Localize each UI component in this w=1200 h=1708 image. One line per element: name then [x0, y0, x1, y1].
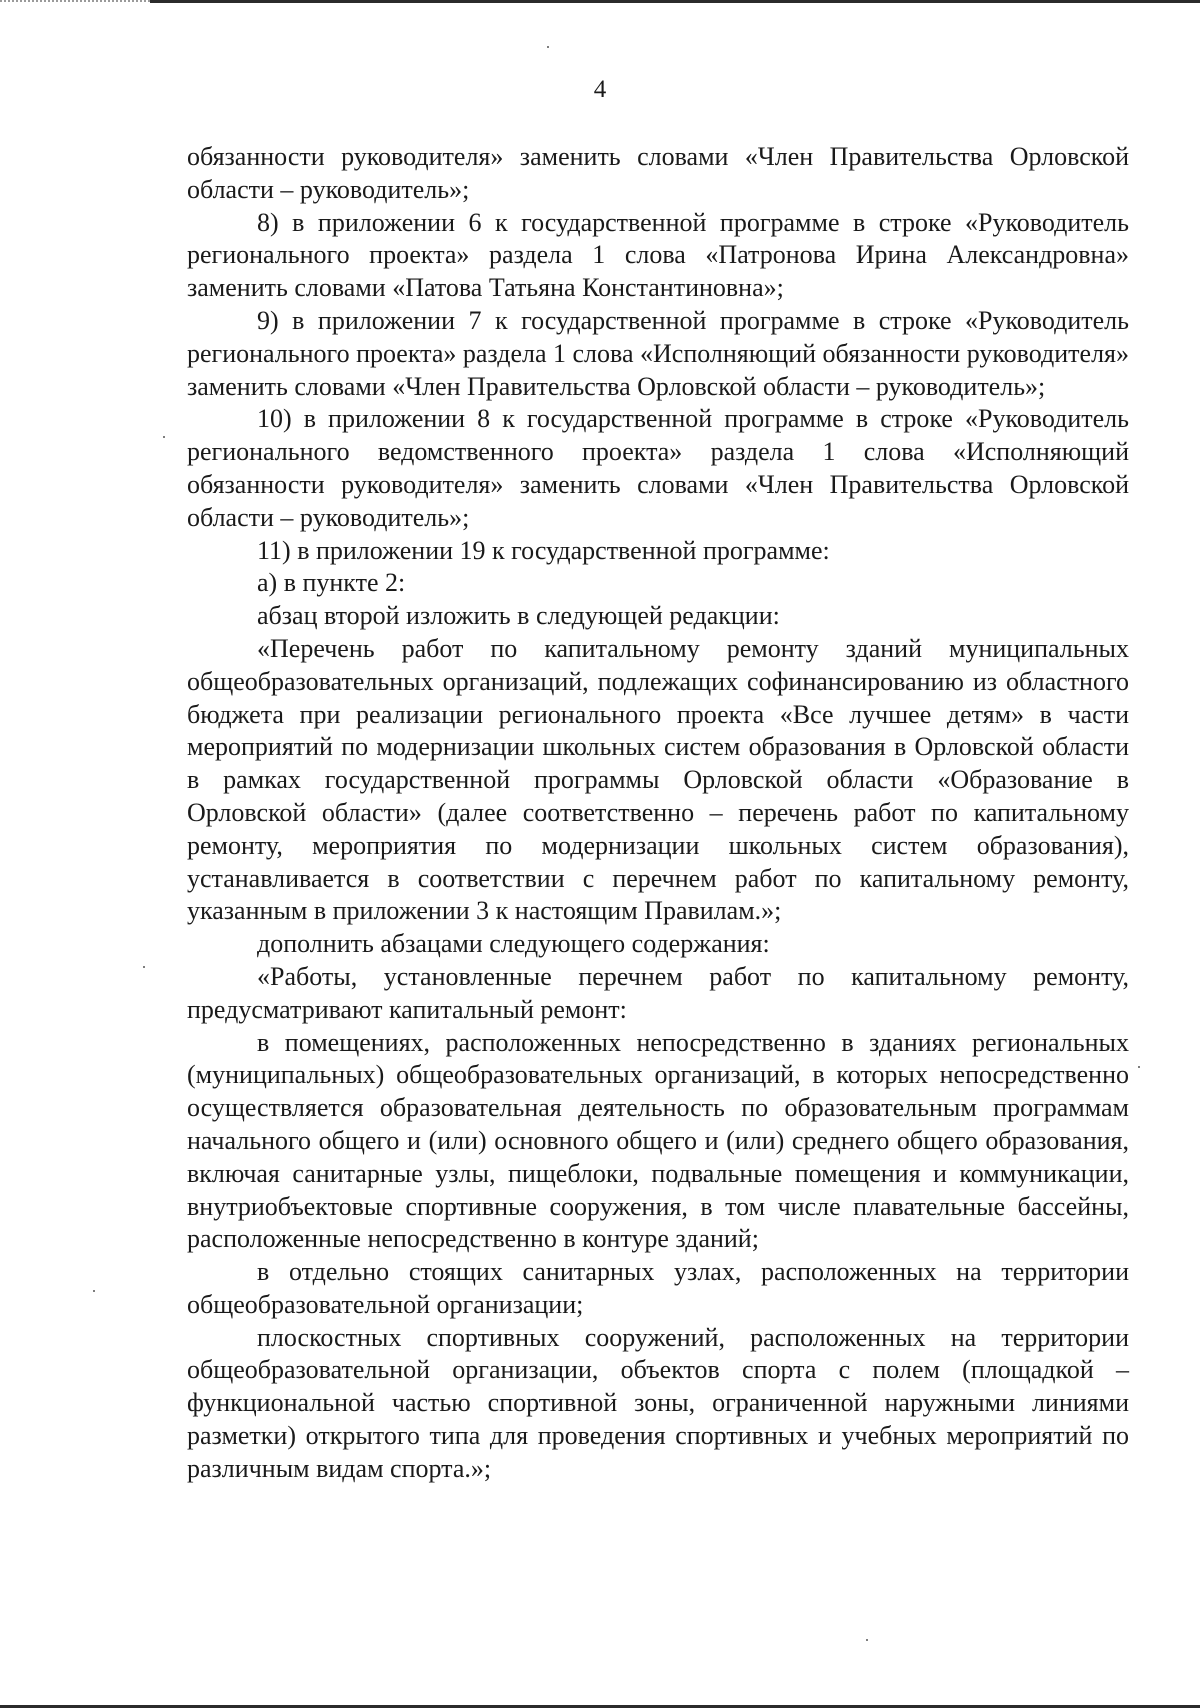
paragraph: 10) в приложении 8 к государственной программе в строке «Руководитель регионального ведомственного проекта» раздела 1 слова «Исполняющий обязанности руководителя» заменить словами «Член Правительства Орловской области – руководитель»; — [187, 404, 1129, 532]
scan-speck — [1138, 1066, 1140, 1068]
scan-speck — [866, 1639, 868, 1641]
paragraph: абзац второй изложить в следующей редакции: — [257, 601, 780, 631]
scan-speck — [143, 966, 145, 968]
page-number: 4 — [593, 76, 607, 103]
paragraph: а) в пункте 2: — [257, 568, 406, 598]
scan-edge-top — [150, 0, 1200, 3]
paragraph: 11) в приложении 19 к государственной программе: — [257, 535, 830, 565]
paragraph: плоскостных спортивных сооружений, расположенных на территории общеобразовательной организации, объектов спорта с полем (площадкой – функциональной частью спортивной зоны, ограниченной наружными линиями разметки) открытого типа для проведения спортивных и учебных мероприятий по различным видам спорта.»; — [187, 1322, 1129, 1483]
paragraph: 8) в приложении 6 к государственной программе в строке «Руководитель регионального проекта» раздела 1 слова «Патронова Ирина Александровна» заменить словами «Патова Татьяна Константиновна»; — [187, 207, 1129, 303]
document-body — [187, 141, 1129, 1486]
scan-edge-top-dotted — [0, 0, 150, 4]
paragraph: «Перечень работ по капитальному ремонту зданий муниципальных общеобразовательных организаций, подлежащих софинансированию из областного бюджета при реализации регионального проекта «Все лучшее детям» в части мероприятий по модернизации школьных систем образования в Орловской области в рамках государственной программы Орловской области «Образование в Орловской области» (далее соответственно – перечень работ по капитальному ремонту, мероприятия по модернизации школьных систем образования), устанавливается в соответствии с перечнем работ по капитальному ремонту, указанным в приложении 3 к настоящим Правилам.»; — [187, 633, 1129, 926]
paragraph: 9) в приложении 7 к государственной программе в строке «Руководитель регионального проекта» раздела 1 слова «Исполняющий обязанности руководителя» заменить словами «Член Правительства Орловской области – руководитель»; — [187, 305, 1129, 401]
scan-speck — [547, 46, 549, 48]
paragraph: в помещениях, расположенных непосредственно в зданиях региональных (муниципальных) общеобразовательных организаций, в которых непосредственно осуществляется образовательная деятельность по образовательным программам начального общего и (или) основного общего и (или) среднего общего образования, включая санитарные узлы, пищеблоки, подвальные помещения и коммуникации, внутриобъектовые спортивные сооружения, в том числе плавательные бассейны, расположенные непосредственно в контуре зданий; — [187, 1027, 1129, 1254]
scan-speck — [163, 436, 165, 438]
paragraph: дополнить абзацами следующего содержания: — [257, 929, 770, 959]
scan-speck — [93, 1290, 95, 1292]
paragraph: «Работы, установленные перечнем работ по капитальному ремонту, предусматривают капитальный ремонт: — [187, 961, 1129, 1024]
paragraph: обязанности руководителя» заменить словами «Член Правительства Орловской области – руководитель»; — [187, 142, 1129, 204]
paragraph: в отдельно стоящих санитарных узлах, расположенных на территории общеобразовательной организации; — [187, 1257, 1129, 1319]
